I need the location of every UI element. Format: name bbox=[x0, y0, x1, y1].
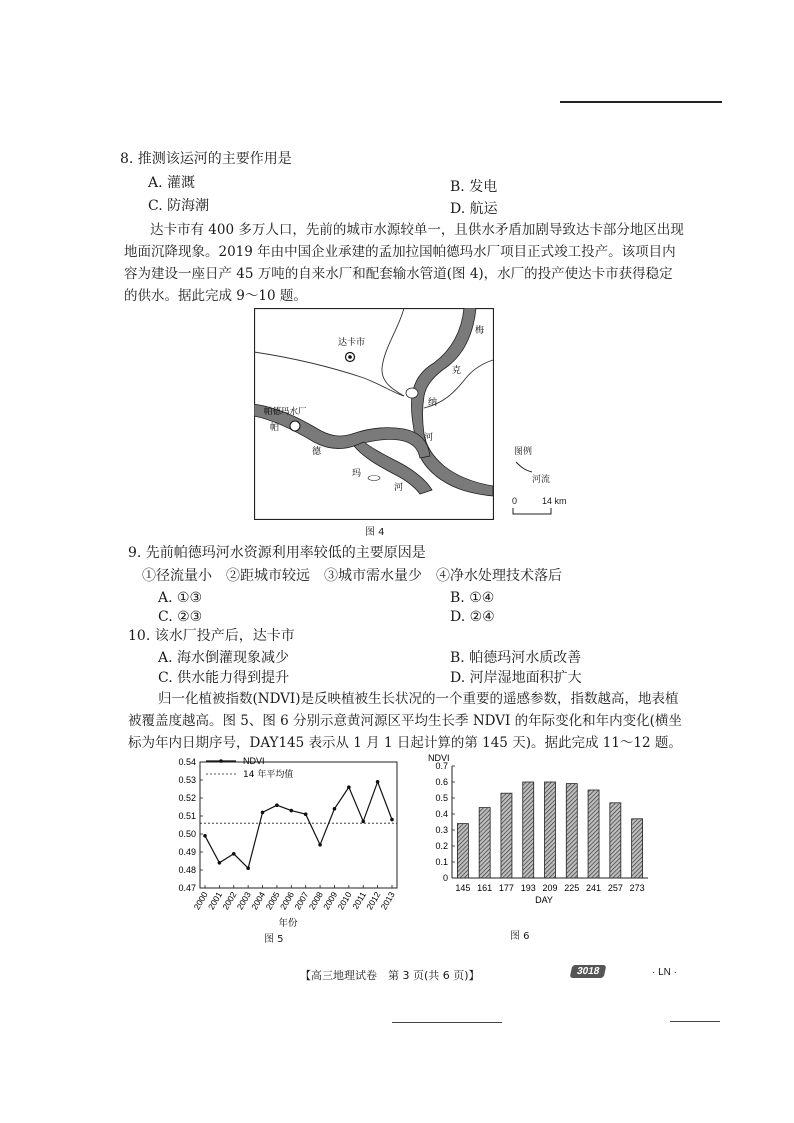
map-figure-4 bbox=[254, 308, 494, 520]
padma-island bbox=[368, 476, 380, 481]
legend-river-icon-outer bbox=[514, 460, 534, 476]
legend-title-text: 图例 bbox=[514, 446, 533, 456]
legend-ndvi-label: NDVI bbox=[243, 756, 265, 766]
intro1-line-3: 容为建设一座日产 45 万吨的自来水厂和配套输水管道(图 4)，水厂的投产使达卡市获得稳定 bbox=[124, 266, 673, 282]
y-tick-label: 0.53 bbox=[178, 775, 196, 785]
bar bbox=[588, 790, 599, 878]
footer-text: 【高三地理试卷 第 3 页(共 6 页)】 bbox=[300, 969, 480, 982]
intro1-line-4: 的供水。据此完成 9～10 题。 bbox=[124, 288, 307, 304]
bar bbox=[632, 819, 643, 878]
bottom-rule-left bbox=[392, 1022, 502, 1023]
bar bbox=[523, 782, 534, 878]
scale-bar-icon bbox=[512, 508, 554, 516]
intro1-line-1: 达卡市有 400 多万人口，先前的城市水源较单一，且供水矛盾加剧导致达卡部分地区出现 bbox=[150, 222, 684, 238]
ndvi-point bbox=[290, 809, 294, 813]
ndvi-point bbox=[347, 785, 351, 789]
ndvi-point bbox=[218, 861, 222, 865]
y-tick-label: 0.1 bbox=[435, 857, 448, 867]
q8-stem: 8. 推测该运河的主要作用是 bbox=[120, 151, 292, 167]
y-tick-label: 0.6 bbox=[435, 777, 448, 787]
q10-option-b: B. 帕德玛河水质改善 bbox=[450, 650, 582, 666]
padma-label-3: 玛 bbox=[352, 469, 362, 479]
bar bbox=[566, 784, 577, 878]
bar bbox=[610, 803, 621, 878]
q9-option-c: C. ②③ bbox=[158, 609, 203, 625]
y-tick-label: 0.49 bbox=[178, 847, 196, 857]
ndvi-point bbox=[376, 780, 380, 784]
q9-option-a: A. ①③ bbox=[158, 590, 203, 606]
city-dot-icon bbox=[348, 355, 352, 359]
y-tick-label: 0.48 bbox=[178, 865, 196, 875]
bar bbox=[501, 793, 512, 878]
y-tick-label: 0.52 bbox=[178, 793, 196, 803]
padma-label-4: 河 bbox=[394, 483, 404, 493]
scale-14km: 14 km bbox=[542, 496, 567, 506]
legend-river-text: 河流 bbox=[532, 474, 551, 484]
ndvi-point bbox=[246, 866, 250, 870]
map-label-plant: 帕德玛水厂 bbox=[264, 407, 307, 417]
ndvi-point bbox=[390, 818, 394, 822]
meghna-label-1: 梅 bbox=[475, 326, 485, 336]
q10-option-d: D. 河岸湿地面积扩大 bbox=[450, 670, 582, 686]
q10-option-c: C. 供水能力得到提升 bbox=[158, 670, 290, 686]
x-tick-label: 225 bbox=[564, 883, 580, 893]
x-axis-label: 年份 bbox=[278, 918, 298, 929]
scale-zero: 0 bbox=[512, 496, 518, 506]
x-tick-label: 2001 bbox=[205, 890, 225, 912]
ndvi-point bbox=[203, 834, 207, 838]
x-tick-label: 2005 bbox=[263, 890, 282, 912]
padma-label-2: 德 bbox=[312, 447, 322, 457]
intro2-line-1: 归一化植被指数(NDVI)是反映植被生长状况的一个重要的遥感参数，指数越高，地表植 bbox=[158, 691, 679, 707]
y-tick-label: 0.54 bbox=[178, 757, 196, 767]
bar bbox=[545, 782, 556, 878]
footer-tag: · LN · bbox=[652, 967, 677, 978]
x-axis-label: DAY bbox=[535, 895, 553, 905]
x-tick-label: 2009 bbox=[321, 890, 340, 912]
river-island bbox=[406, 388, 418, 398]
x-tick-label: 2003 bbox=[234, 890, 253, 912]
x-tick-label: 2012 bbox=[364, 890, 383, 912]
y-tick-label: 0 bbox=[442, 873, 448, 883]
ndvi-point bbox=[261, 811, 265, 815]
ndvi-point bbox=[361, 820, 365, 824]
y-tick-label: 0.4 bbox=[435, 809, 448, 819]
y-axis-label: NDVI bbox=[428, 753, 450, 763]
figure-4-caption: 图 4 bbox=[365, 527, 385, 538]
q10-stem: 10. 该水厂投产后，达卡市 bbox=[128, 628, 295, 644]
figure-5-caption: 图 5 bbox=[264, 934, 284, 945]
legend-average-label: 14 年平均值 bbox=[243, 770, 294, 780]
q9-choices: ①径流量小 ②距城市较远 ③城市需水量少 ④净水处理技术落后 bbox=[142, 568, 562, 584]
x-tick-label: 273 bbox=[629, 883, 645, 893]
meghna-label-4: 河 bbox=[424, 433, 434, 443]
y-tick-label: 0.5 bbox=[435, 793, 448, 803]
y-tick-label: 0.50 bbox=[178, 829, 196, 839]
map-label-city: 达卡市 bbox=[338, 338, 366, 348]
q8-option-c: C. 防海潮 bbox=[148, 198, 210, 214]
x-tick-label: 2002 bbox=[220, 890, 239, 912]
ndvi-point bbox=[232, 852, 236, 856]
footer-code-badge: 3018 bbox=[570, 965, 607, 978]
y-tick-label: 0.47 bbox=[178, 883, 196, 893]
x-tick-label: 177 bbox=[498, 883, 514, 893]
intro2-line-3: 标为年内日期序号，DAY145 表示从 1 月 1 日起计算的第 145 天)。据此完成 11～12 题。 bbox=[128, 735, 682, 751]
x-tick-label: 2000 bbox=[191, 890, 210, 912]
x-tick-label: 241 bbox=[586, 883, 602, 893]
ndvi-point bbox=[275, 803, 279, 807]
x-tick-label: 2007 bbox=[292, 890, 311, 912]
x-tick-label: 2008 bbox=[306, 890, 325, 912]
x-tick-label: 2006 bbox=[277, 890, 297, 912]
legend-ndvi-marker bbox=[219, 759, 223, 763]
bar bbox=[479, 808, 490, 878]
y-tick-label: 0.7 bbox=[435, 761, 448, 771]
x-tick-label: 2010 bbox=[335, 890, 354, 912]
x-tick-label: 2004 bbox=[249, 890, 268, 912]
q9-stem: 9. 先前帕德玛河水资源利用率较低的主要原因是 bbox=[128, 545, 426, 561]
x-tick-label: 161 bbox=[477, 883, 493, 893]
ndvi-intra-annual-bar-chart bbox=[420, 752, 660, 912]
q8-option-b: B. 发电 bbox=[450, 179, 498, 195]
q10-option-a: A. 海水倒灌现象减少 bbox=[158, 650, 290, 666]
x-tick-label: 2013 bbox=[378, 890, 397, 912]
bar bbox=[457, 824, 468, 878]
intro1-line-2: 地面沉降现象。2019 年由中国企业承建的孟加拉国帕德玛水厂项目正式竣工投产。该项目内 bbox=[124, 244, 676, 260]
y-tick-label: 0.3 bbox=[435, 825, 448, 835]
x-tick-label: 2011 bbox=[350, 890, 368, 911]
y-tick-label: 0.2 bbox=[435, 841, 448, 851]
ndvi-interannual-line-chart bbox=[160, 754, 410, 932]
bottom-rule-right bbox=[670, 1021, 720, 1022]
q9-option-b: B. ①④ bbox=[450, 590, 495, 606]
x-tick-label: 193 bbox=[520, 883, 536, 893]
map-legend bbox=[512, 444, 582, 514]
q8-option-a: A. 灌溉 bbox=[148, 175, 196, 191]
x-tick-label: 145 bbox=[455, 883, 471, 893]
x-tick-label: 209 bbox=[542, 883, 558, 893]
ndvi-point bbox=[318, 843, 322, 847]
figure-6-caption: 图 6 bbox=[510, 931, 530, 942]
y-tick-label: 0.51 bbox=[178, 811, 196, 821]
ndvi-point bbox=[304, 812, 308, 816]
meghna-label-3: 纳 bbox=[428, 398, 438, 408]
x-tick-label: 257 bbox=[607, 883, 623, 893]
intro2-line-2: 被覆盖度越高。图 5、图 6 分别示意黄河源区平均生长季 NDVI 的年际变化和年内变化(横坐 bbox=[128, 713, 682, 729]
q8-option-d: D. 航运 bbox=[450, 201, 498, 217]
q9-option-d: D. ②④ bbox=[450, 609, 495, 625]
top-rule bbox=[560, 101, 722, 103]
ndvi-point bbox=[333, 807, 337, 811]
meghna-label-2: 克 bbox=[452, 366, 462, 376]
padma-label-1: 帕 bbox=[270, 423, 280, 433]
plot-frame bbox=[200, 762, 397, 888]
plant-symbol-icon bbox=[290, 421, 300, 431]
